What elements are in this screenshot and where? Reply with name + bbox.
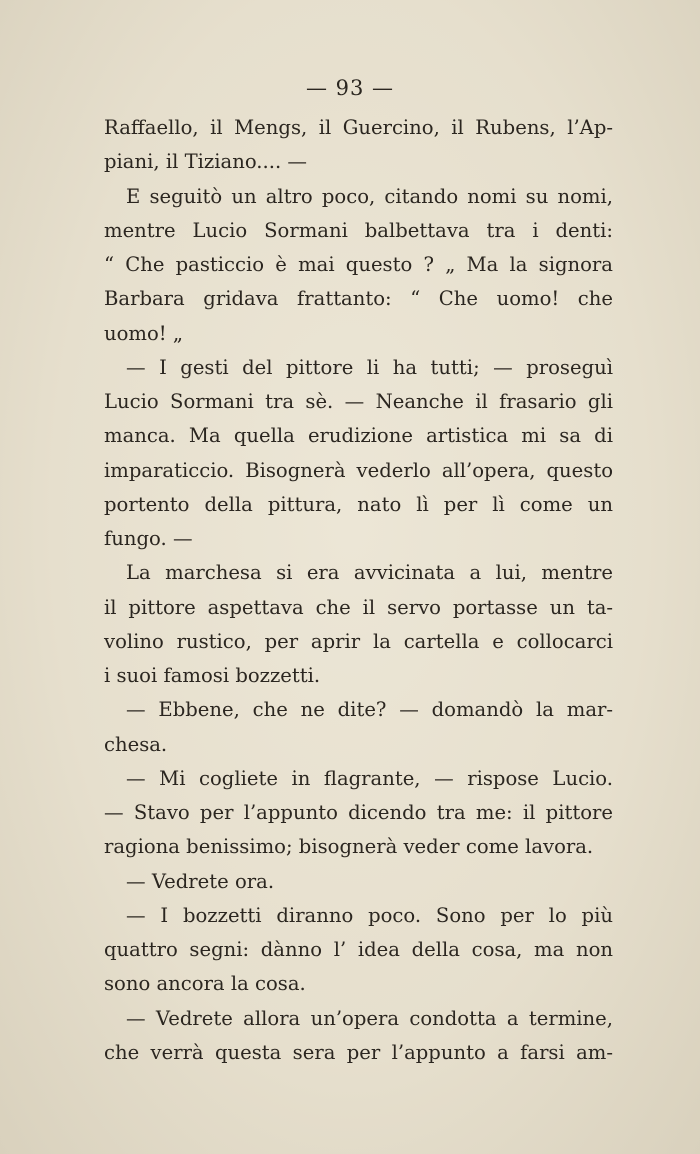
text-line: La marchesa si era avvicinata a lui, mentre (126, 561, 613, 585)
text-line: quattro segni: dànno l’ idea della cosa, ma non (104, 938, 613, 961)
paragraph (104, 1002, 613, 1071)
text-line: imparaticcio. Bisognerà vederlo all’opera, questo (104, 458, 613, 482)
paragraph (104, 180, 613, 351)
text-line: portento della pittura, nato lì per lì come un (104, 492, 613, 516)
text-line: — I bozzetti diranno poco. Sono per lo più (126, 903, 613, 927)
text-line: volino rustico, per aprir la cartella e collocarci (104, 629, 613, 653)
text-line: il pittore aspettava che il servo portasse un ta- (104, 595, 613, 619)
paragraph (104, 899, 613, 1002)
text-line: Barbara gridava frattanto: “ Che uomo! che (104, 287, 613, 311)
page-number: — 93 — (305, 76, 395, 100)
paragraph (104, 865, 613, 899)
text-line: uomo! „ (104, 321, 184, 345)
text-line: — Ebbene, che ne dite? — domandò la mar- (126, 698, 613, 722)
text-line: — I gesti del pittore li ha tutti; — proseguì (126, 355, 613, 379)
text-line: “ Che pasticcio è mai questo ? „ Ma la signora (104, 253, 613, 276)
text-line: chesa. (104, 732, 168, 756)
paragraph (104, 556, 613, 693)
text-line: E seguitò un altro poco, citando nomi su nomi, (126, 184, 613, 208)
paragraph (104, 351, 613, 557)
text-line: che verrà questa sera per l’appunto a farsi am- (104, 1040, 613, 1064)
text-line: — Stavo per l’appunto dicendo tra me: il pittore (104, 801, 613, 824)
paragraph (104, 111, 613, 180)
text-line: mentre Lucio Sormani balbettava tra i denti: (104, 218, 613, 242)
body-text (104, 111, 613, 1070)
paragraph (104, 693, 613, 762)
text-line: i suoi famosi bozzetti. (104, 664, 321, 687)
paragraph (104, 762, 613, 865)
text-line: manca. Ma quella erudizione artistica mi sa di (104, 424, 613, 448)
text-line: — Vedrete ora. (126, 869, 275, 893)
text-line: Lucio Sormani tra sè. — Neanche il frasario gli (104, 390, 613, 413)
text-line: ragiona benissimo; bisognerà veder come lavora. (104, 835, 594, 859)
text-line: — Vedrete allora un’opera condotta a termine, (126, 1006, 613, 1030)
text-line: piani, il Tiziano.... — (104, 150, 308, 174)
text-line: sono ancora la cosa. (104, 972, 306, 996)
text-line: fungo. — (104, 527, 193, 550)
text-line: Raffaello, il Mengs, il Guercino, il Rubens, l’Ap- (104, 116, 613, 139)
text-line: — Mi cogliete in flagrante, — rispose Lucio. (126, 766, 613, 790)
